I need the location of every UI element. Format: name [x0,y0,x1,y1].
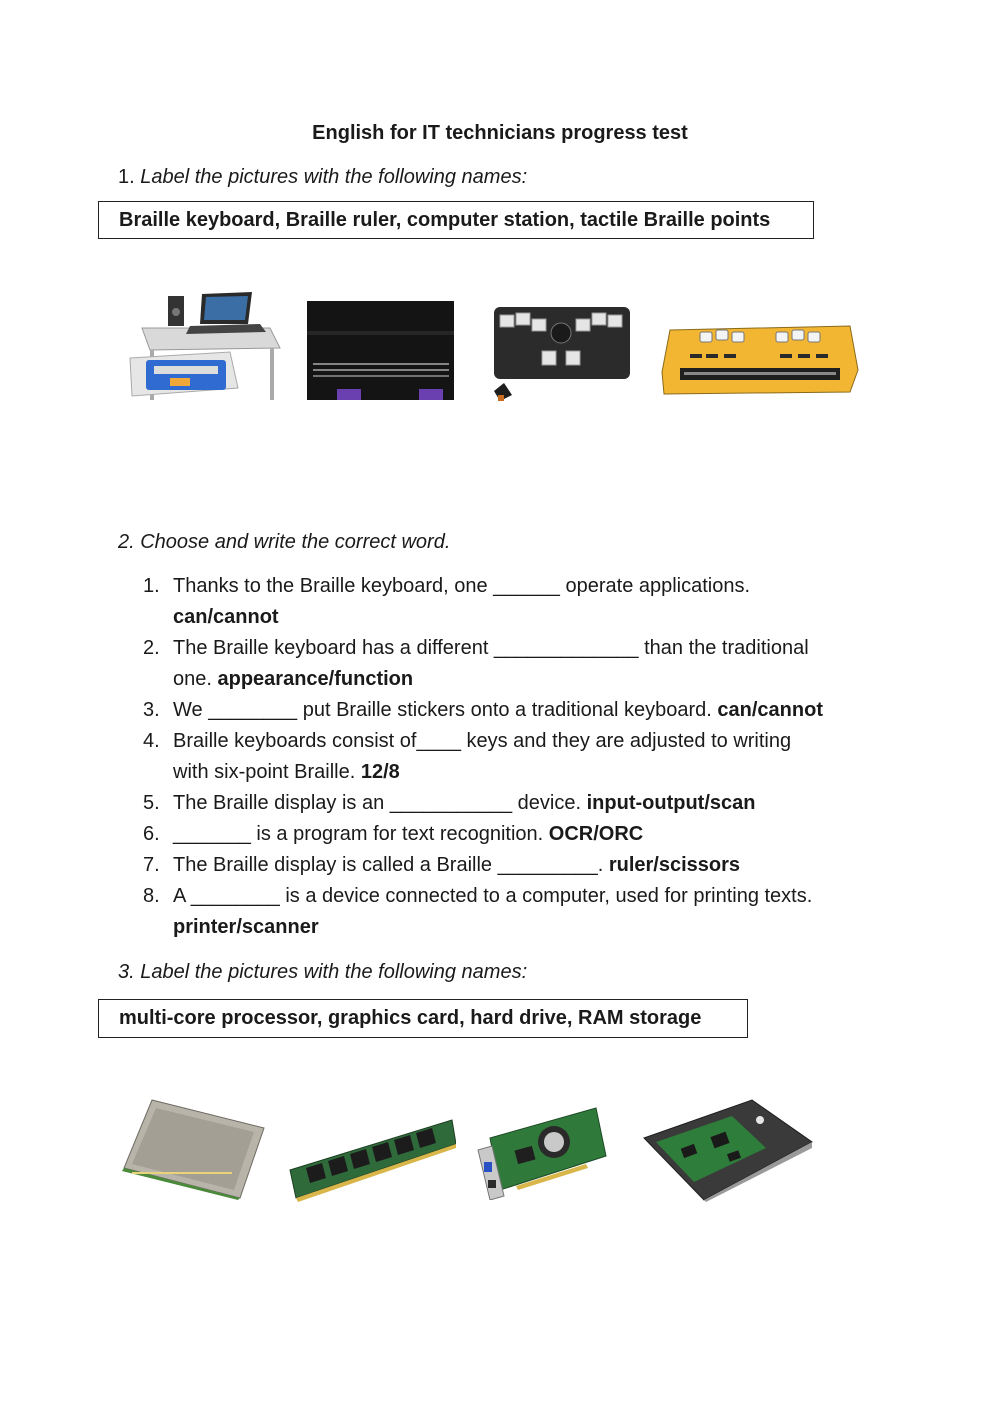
item-text: The Braille display is called a Braille _________. [173,854,604,876]
section1-heading [118,166,527,189]
item-text: A ________ is a device connected to a computer, used for printing texts. [173,885,813,907]
question-item-7 [143,850,903,881]
item-number: 6. [143,823,160,845]
question-item-8 [143,881,903,943]
item-options: OCR/ORC [548,823,644,845]
item-number: 1. [143,575,160,597]
item-number: 8. [143,885,160,907]
item-text: We ________ put Braille stickers onto a traditional keyboard. [173,699,712,721]
item-options: can/cannot [173,606,279,628]
item-options: appearance/function [217,668,414,690]
section2-heading [118,531,450,554]
item-number: 3. [143,699,160,721]
item-options: 12/8 [360,761,400,783]
item-options: input-output/scan [586,792,756,814]
question-item-4 [143,726,903,788]
ram-storage-picture [288,1118,456,1202]
item-text-continued: one. [173,668,212,690]
question-item-1 [143,571,903,633]
item-text: _______ is a program for text recognition. [173,823,544,845]
item-text: Thanks to the Braille keyboard, one ______ operate applications. [173,575,751,597]
section1-colon: : [521,166,528,188]
section3-word-box [98,999,748,1038]
section3-instruction: 3. Label the pictures with the following names: [118,961,528,983]
multi-core-processor-picture [122,1098,266,1200]
section1-instruction: Label the pictures with the following names [140,166,522,188]
section3-heading [118,961,527,984]
item-number: 4. [143,730,160,752]
question-item-6 [143,819,903,850]
item-options: can/cannot [717,699,823,721]
item-number: 7. [143,854,160,876]
tactile-braille-points-picture [307,301,454,400]
section1-words: Braille keyboard, Braille ruler, computer station, tactile Braille points [119,209,771,231]
item-text: The Braille keyboard has a different _____________ than the traditional [173,637,809,659]
section2-instruction: 2. Choose and write the correct word. [118,531,451,553]
item-text: Braille keyboards consist of____ keys and they are adjusted to writing [173,730,792,752]
braille-keyboard-picture [490,305,632,401]
question-item-5 [143,788,903,819]
section3-words: multi-core processor, graphics card, hard drive, RAM storage [119,1007,702,1029]
item-number: 5. [143,792,160,814]
question-list [143,571,903,943]
section1-number: 1. [118,166,135,188]
page-title: English for IT technicians progress test [312,122,688,144]
item-number: 2. [143,637,160,659]
braille-ruler-picture [660,320,860,398]
computer-station-picture [120,288,282,400]
graphics-card-picture [476,1104,608,1200]
question-item-3 [143,695,903,726]
item-text: The Braille display is an ___________ device. [173,792,582,814]
section1-word-box [98,201,814,239]
item-options: printer/scanner [173,916,319,938]
hard-drive-picture [642,1098,814,1202]
item-text-continued: with six-point Braille. [173,761,356,783]
question-item-2 [143,633,903,695]
item-options: ruler/scissors [608,854,741,876]
